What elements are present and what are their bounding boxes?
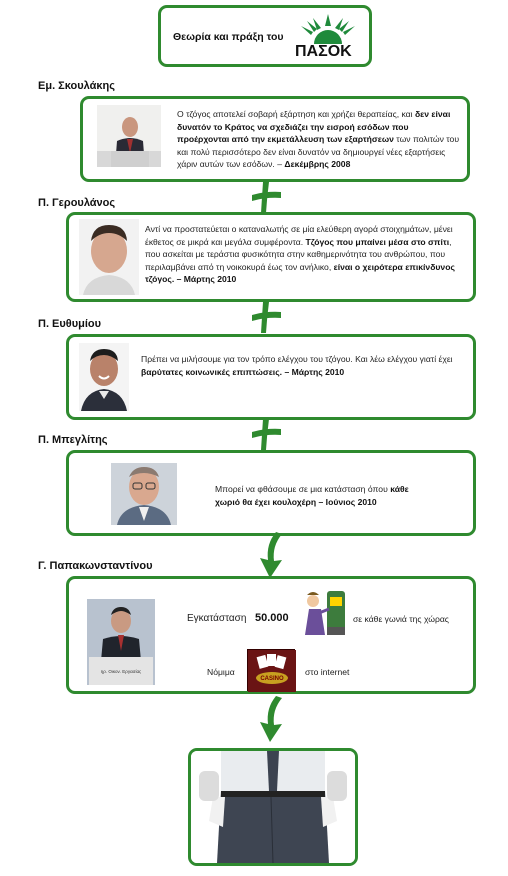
header-box bbox=[158, 5, 372, 67]
curved-arrow-icon bbox=[246, 530, 292, 580]
quote-segment: Αντί να προστατεύεται ο καταναλωτής σε μία ελεύθερη αγορά στοιχημάτων, μένει έκθετος σε μικρά και μεγάλα συμφέροντα. bbox=[145, 224, 453, 247]
final-line2-suffix: στο internet bbox=[305, 667, 350, 677]
quote-text bbox=[141, 353, 461, 378]
quote-box bbox=[66, 334, 476, 420]
quote-segment: Μπορεί να φθάσουμε σε μια κατάσταση όπου bbox=[215, 484, 391, 494]
final-box bbox=[66, 576, 476, 694]
quote-box bbox=[80, 96, 470, 182]
final-line1-prefix: Εγκατάσταση bbox=[187, 613, 247, 624]
quote-segment: των πολιτών του και πολύ περισσότερο δεν είναι δυνατόν να δημιουργεί νέες εξαρτήσεις χάριν αυτών των εσόδων. – bbox=[177, 134, 460, 169]
quote-text bbox=[215, 483, 435, 508]
person-name: Π. Γερουλάνος bbox=[38, 197, 116, 209]
quote-segment: Πρέπει να μιλήσουμε για τον τρόπο ελέγχου του τζόγου. Και λέω ελέγχου γιατί έχει bbox=[141, 354, 453, 364]
quote-box bbox=[66, 450, 476, 536]
quote-box bbox=[66, 212, 476, 302]
quote-segment: , που ασκείται με τεράστια φυσικότητα στην καθημερινότητα του ανθρώπου, που περιλαμβάνει από τη νοικοκυρά έως τον ανήλικο, bbox=[145, 236, 452, 272]
person-name: Εμ. Σκουλάκης bbox=[38, 80, 115, 92]
curved-arrow-icon bbox=[246, 694, 292, 744]
casino-icon bbox=[247, 649, 295, 691]
plus-icon bbox=[248, 300, 284, 334]
podium-text: ηρ. Οικον. Εργασίας bbox=[100, 669, 142, 674]
quote-emphasis: κάθε χωριό θα έχει κουλοχέρη – Ιούνιος 2010 bbox=[215, 484, 409, 507]
quote-text bbox=[145, 223, 465, 286]
person-photo bbox=[79, 343, 129, 411]
quote-emphasis: δεν είναι δυνατόν το Κράτος να σχεδιάζει την εισροή εσόδων που προέρχονται από την εκμετάλλευση των εξαρτήσεων bbox=[177, 109, 451, 144]
person-photo bbox=[87, 599, 155, 685]
final-line1-number: 50.000 bbox=[255, 612, 289, 624]
person-photo bbox=[111, 463, 177, 525]
plus-icon bbox=[248, 417, 284, 451]
person-photo bbox=[79, 219, 139, 295]
pasok-sun-icon bbox=[293, 14, 363, 44]
casino-sign: CASINO bbox=[260, 676, 284, 682]
final-line2-prefix: Νόμιμα bbox=[207, 667, 235, 677]
pasok-logo bbox=[293, 14, 363, 62]
person-name: Π. Ευθυμίου bbox=[38, 318, 102, 330]
empty-pockets-photo bbox=[191, 751, 355, 863]
quote-emphasis: είναι ο χειρότερα επικίνδυνος τζόγος. – Μάρτης 2010 bbox=[145, 261, 455, 284]
quote-emphasis: Δεκέμβρης 2008 bbox=[284, 159, 351, 169]
plus-icon bbox=[248, 180, 284, 214]
slot-machine-icon bbox=[301, 587, 349, 637]
header-title: Θεωρία και πράξη του bbox=[173, 31, 284, 43]
person-name: Π. Μπεγλίτης bbox=[38, 434, 108, 446]
quote-text bbox=[177, 108, 463, 171]
result-box bbox=[188, 748, 358, 866]
quote-segment: Ο τζόγος αποτελεί σοβαρή εξάρτηση και χρήζει θεραπείας, και bbox=[177, 109, 415, 119]
quote-emphasis: Τζόγος που μπαίνει μέσα στο σπίτι bbox=[305, 236, 450, 247]
final-line1-suffix: σε κάθε γωνιά της χώρας bbox=[353, 614, 449, 624]
quote-emphasis: βαρύτατες κοινωνικές επιπτώσεις. – Μάρτης 2010 bbox=[141, 366, 345, 377]
person-photo bbox=[97, 105, 161, 167]
person-name: Γ. Παπακωνσταντίνου bbox=[38, 560, 153, 572]
pasok-logo-text: ΠΑΣΟΚ bbox=[295, 43, 352, 60]
